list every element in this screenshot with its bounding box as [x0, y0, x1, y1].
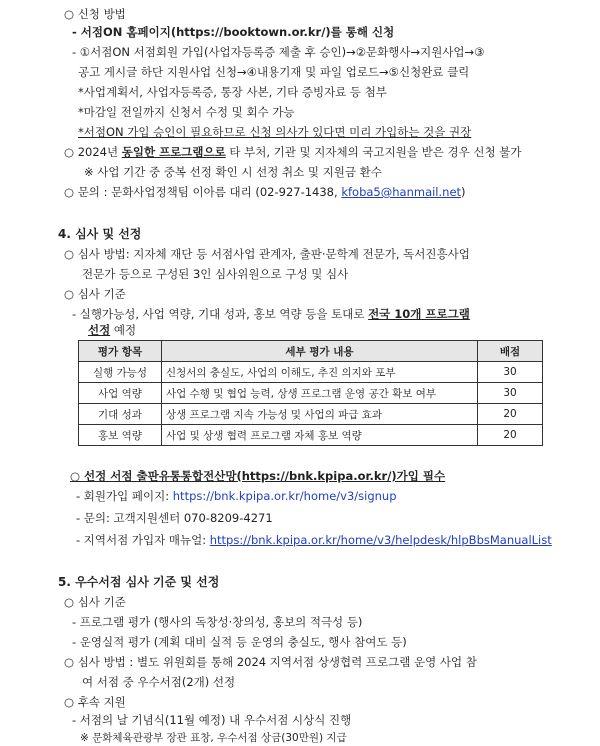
apply-deadline-note: *마감일 전일까지 신청서 수정 및 회수 가능 [78, 105, 295, 119]
follow-up-note: ※ 문화체육관광부 장관 표창, 우수서점 상금(30만원) 지급 [80, 732, 347, 744]
contact-prefix: ○ 문의 : 문화사업정책팀 이아름 대리 (02-927-1438, [64, 185, 342, 199]
apply-steps-line2: 공고 게시글 하단 지원사업 신청→④내용기재 및 파일 업로드→⑤신청완료 클릭 [78, 65, 470, 79]
table-row [79, 362, 543, 383]
row-item: 기대 성과 [79, 404, 162, 425]
signup-link[interactable]: https://bnk.kpipa.or.kr/home/v3/signup [172, 489, 397, 503]
apply-method-title: ○ 신청 방법 [64, 7, 126, 21]
criteria-emphasis: 전국 10개 프로그램 [368, 307, 470, 321]
header-item: 평가 항목 [79, 341, 162, 362]
table-row [79, 383, 543, 404]
criteria-suffix: 예정 [110, 323, 137, 337]
row-score: 30 [478, 362, 543, 383]
kpipa-signup-line [76, 488, 397, 504]
contact-suffix: ) [461, 185, 466, 199]
apply-method-line: - 서점ON 홈페이지(https://booktown.or.kr/)를 통해 신청 [72, 25, 395, 39]
review-criteria-line2 [88, 322, 136, 338]
duplicate-funding-rule [64, 144, 521, 160]
review-criteria-title: ○ 심사 기준 [64, 287, 126, 301]
header-detail: 세부 평가 내용 [162, 341, 478, 362]
row-detail: 사업 수행 및 협업 능력, 상생 프로그램 운영 공간 확보 여부 [162, 383, 478, 404]
manual-label: - 지역서점 가입자 매뉴얼: [76, 533, 210, 547]
excellence-criteria-title: ○ 심사 기준 [64, 595, 126, 609]
row-item: 사업 역량 [79, 383, 162, 404]
follow-up-title: ○ 후속 지원 [64, 695, 126, 709]
row-detail: 사업 및 상생 협력 프로그램 자체 홍보 역량 [162, 425, 478, 446]
review-method-line1: ○ 심사 방법: 지자체 재단 등 서점사업 관계자, 출판·문학계 전문가, 독서진흥사업 [64, 247, 470, 261]
criteria-select-emphasis: 선정 [88, 323, 111, 337]
table-header-row [79, 341, 543, 362]
section5-title: 5. 우수서점 심사 기준 및 선정 [58, 575, 220, 589]
dup-prefix: ○ 2024년 [64, 145, 122, 159]
row-item: 홍보 역량 [79, 425, 162, 446]
kpipa-contact: - 문의: 고객지원센터 070-8209-4271 [76, 511, 273, 525]
row-detail: 신청서의 충실도, 사업의 이해도, 추진 의지와 포부 [162, 362, 478, 383]
review-method-line2: 전문가 등으로 구성된 3인 심사위원으로 구성 및 심사 [82, 267, 349, 281]
row-detail: 상생 프로그램 지속 가능성 및 사업의 파급 효과 [162, 404, 478, 425]
dup-suffix: 타 부처, 기관 및 지자체의 국고지원을 받은 경우 신청 불가 [225, 145, 522, 159]
kpipa-title: ○ 선정 서점 출판유통통합전산망(https://bnk.kpipa.or.kr/)가입 필수 [70, 469, 446, 483]
evaluation-table [78, 340, 543, 446]
row-score: 30 [478, 383, 543, 404]
row-score: 20 [478, 404, 543, 425]
excellence-method-line2: 여 서점 중 우수서점(2개) 선정 [82, 675, 236, 689]
program-eval: - 프로그램 평가 (행사의 독창성·창의성, 홍보의 적극성 등) [72, 615, 363, 629]
duplicate-note: ※ 사업 기간 중 중복 선정 확인 시 선정 취소 및 지원금 환수 [84, 165, 382, 179]
section4-title: 4. 심사 및 선정 [58, 227, 142, 241]
apply-steps-line1: - ①서점ON 서점회원 가입(사업자등록증 제출 후 승인)→②문화행사→지원사업→③ [72, 45, 485, 59]
kpipa-manual-line [76, 532, 552, 548]
header-score: 배점 [478, 341, 543, 362]
follow-up-line: - 서점의 날 기념식(11월 예정) 내 우수서점 시상식 진행 [72, 713, 352, 727]
contact-line [64, 184, 466, 200]
review-criteria-line1 [72, 306, 470, 322]
excellence-method-line1: ○ 심사 방법 : 별도 위원회를 통해 2024 지역서점 상생협력 프로그램 운영 사업 참 [64, 655, 477, 669]
row-item: 실행 가능성 [79, 362, 162, 383]
table-row [79, 404, 543, 425]
dup-emphasis: 동일한 프로그램으로 [121, 145, 226, 159]
apply-docs-note: *사업계획서, 사업자등록증, 통장 사본, 기타 증빙자료 등 첨부 [78, 85, 387, 99]
contact-email-link[interactable]: kfoba5@hanmail.net [341, 185, 462, 199]
table-row [79, 425, 543, 446]
apply-join-note: *서점ON 가입 승인이 필요하므로 신청 의사가 있다면 미리 가입하는 것을 권장 [78, 125, 472, 139]
row-score: 20 [478, 425, 543, 446]
criteria-prefix: - 실행가능성, 사업 역량, 기대 성과, 홍보 역량 등을 토대로 [72, 307, 369, 321]
signup-label: - 회원가입 페이지: [76, 489, 173, 503]
manual-link[interactable]: https://bnk.kpipa.or.kr/home/v3/helpdesk/hlpBbsManualList [209, 533, 552, 547]
performance-eval: - 운영실적 평가 (계획 대비 실적 등 운영의 충실도, 행사 참여도 등) [72, 635, 407, 649]
